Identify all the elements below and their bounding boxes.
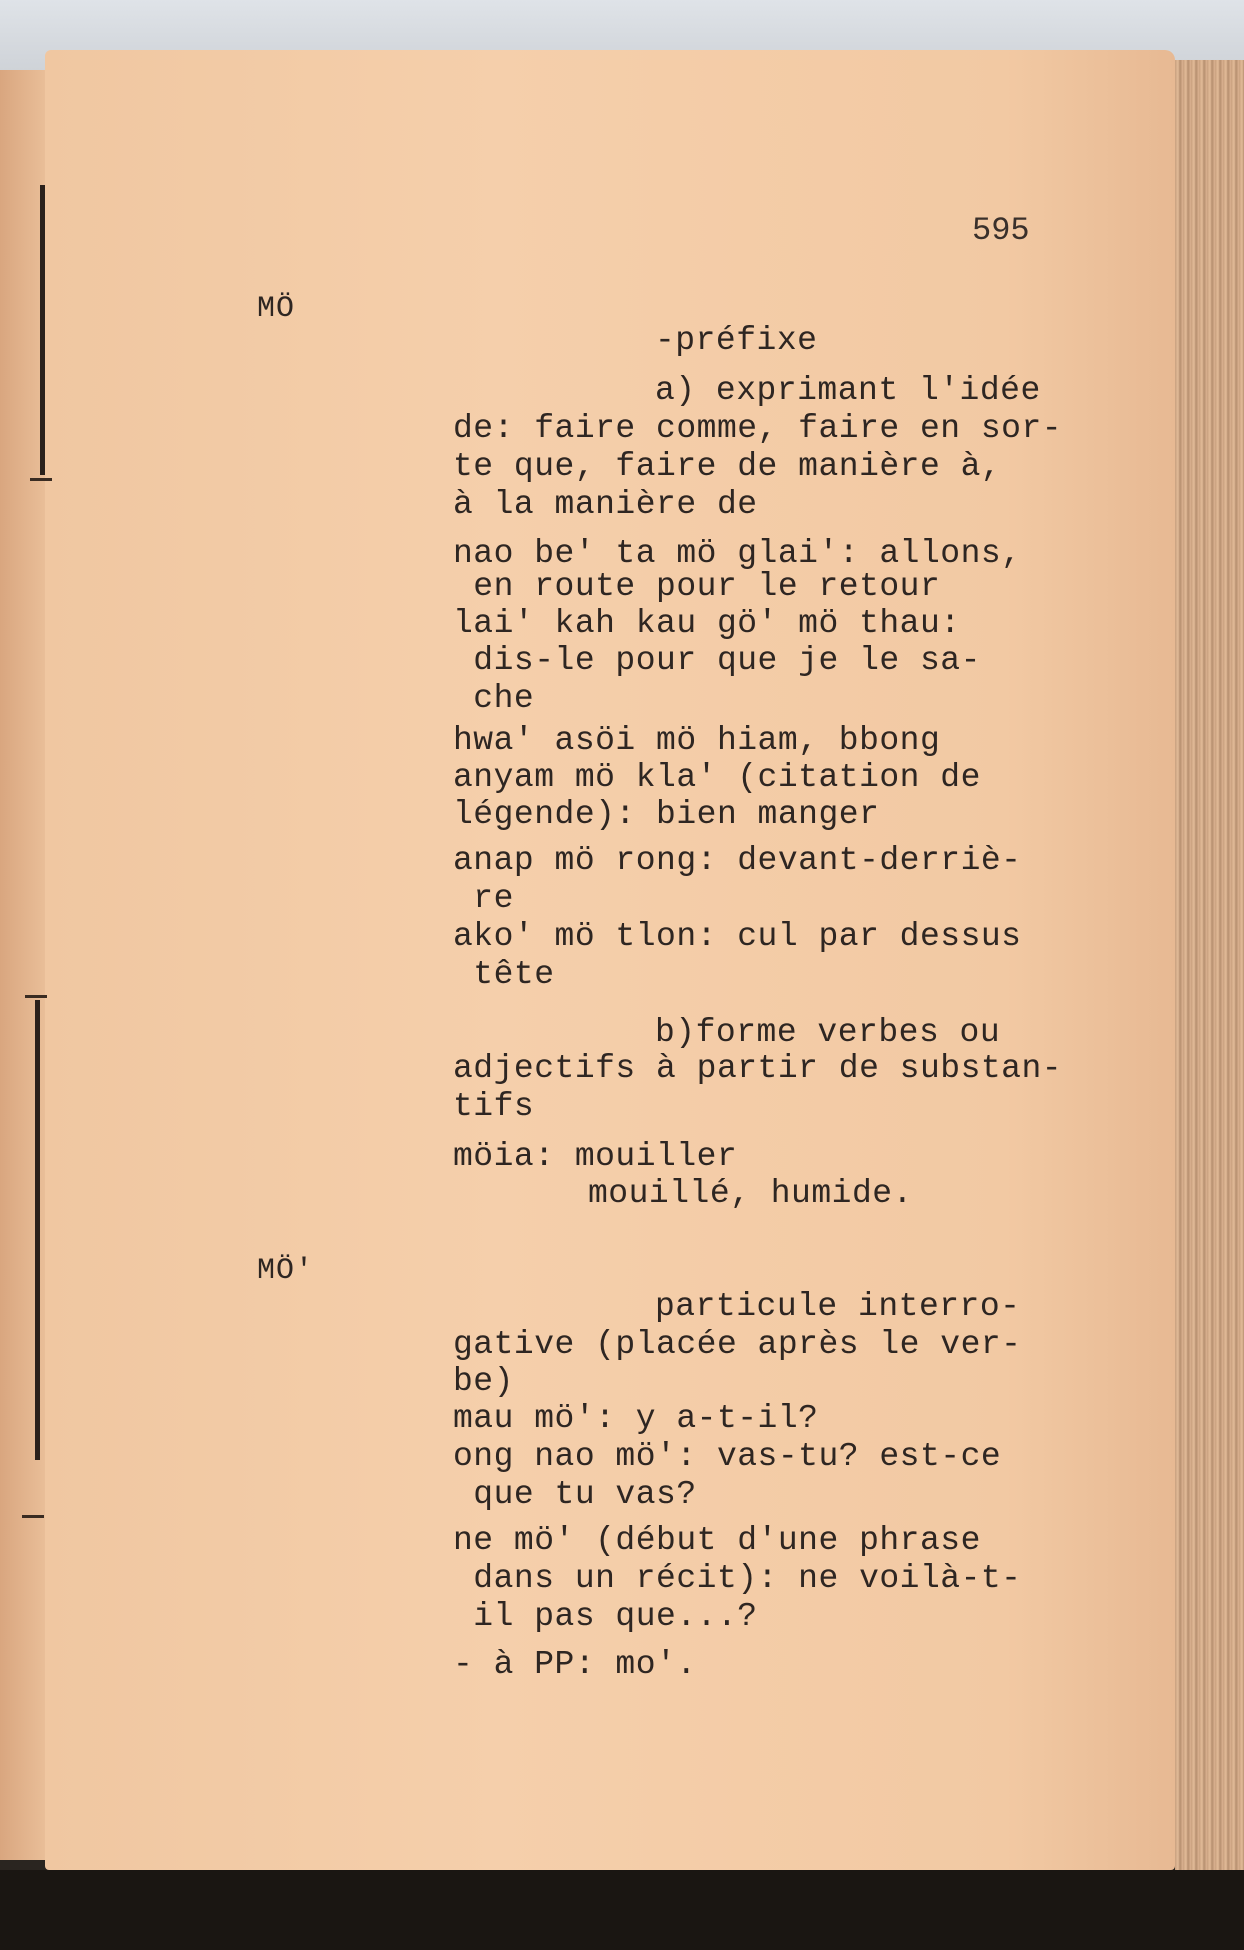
example-line: hwa' asöi mö hiam, bbong [453, 722, 941, 759]
binding-stitch [22, 1515, 44, 1518]
book-page [45, 50, 1175, 1870]
definition-line: à la manière de [453, 486, 758, 523]
example-line: il pas que...? [453, 1598, 758, 1635]
example-line: dis-le pour que je le sa- [453, 642, 981, 679]
example-line: en route pour le retour [453, 568, 941, 605]
example-line: möia: mouiller [453, 1138, 738, 1175]
example-line: tête [453, 956, 555, 993]
example-line: mau mö': y a-t-il? [453, 1400, 819, 1437]
example-line: légende): bien manger [453, 796, 880, 833]
definition-line: be) [453, 1363, 514, 1400]
example-line: que tu vas? [453, 1476, 697, 1513]
definition-line: -préfixe [655, 322, 818, 359]
definition-line: particule interro- [655, 1288, 1021, 1325]
example-line: ako' mö tlon: cul par dessus [453, 918, 1022, 955]
cross-reference: - à PP: mo'. [453, 1646, 697, 1683]
binding-stitch [25, 995, 47, 998]
definition-line: adjectifs à partir de substan- [453, 1050, 1063, 1087]
headword: MÖ [257, 292, 296, 326]
example-line: ne mö' (début d'une phrase [453, 1522, 981, 1559]
example-line: che [453, 680, 535, 717]
definition-line: b)forme verbes ou [655, 1014, 1001, 1051]
definition-line: de: faire comme, faire en sor- [453, 410, 1063, 447]
binding-stitch [30, 478, 52, 481]
example-line: nao be' ta mö glai': allons, [453, 535, 1022, 572]
example-line: re [453, 880, 514, 917]
definition-line: gative (placée après le ver- [453, 1326, 1022, 1363]
definition-line: te que, faire de manière à, [453, 448, 1002, 485]
example-line: anyam mö kla' (citation de [453, 759, 981, 796]
example-line: mouillé, humide. [588, 1175, 913, 1212]
binding-thread [40, 185, 45, 475]
example-line: anap mö rong: devant-derriè- [453, 842, 1022, 879]
page-number: 595 [972, 212, 1030, 249]
background-bottom [0, 1870, 1244, 1950]
example-line: ong nao mö': vas-tu? est-ce [453, 1438, 1002, 1475]
binding-thread [35, 1000, 40, 1460]
example-line: dans un récit): ne voilà-t- [453, 1560, 1022, 1597]
definition-line: tifs [453, 1088, 535, 1125]
page-stack-edges [1175, 60, 1244, 1870]
example-line: lai' kah kau gö' mö thau: [453, 605, 961, 642]
headword: MÖ' [257, 1254, 315, 1288]
definition-line: a) exprimant l'idée [655, 372, 1041, 409]
